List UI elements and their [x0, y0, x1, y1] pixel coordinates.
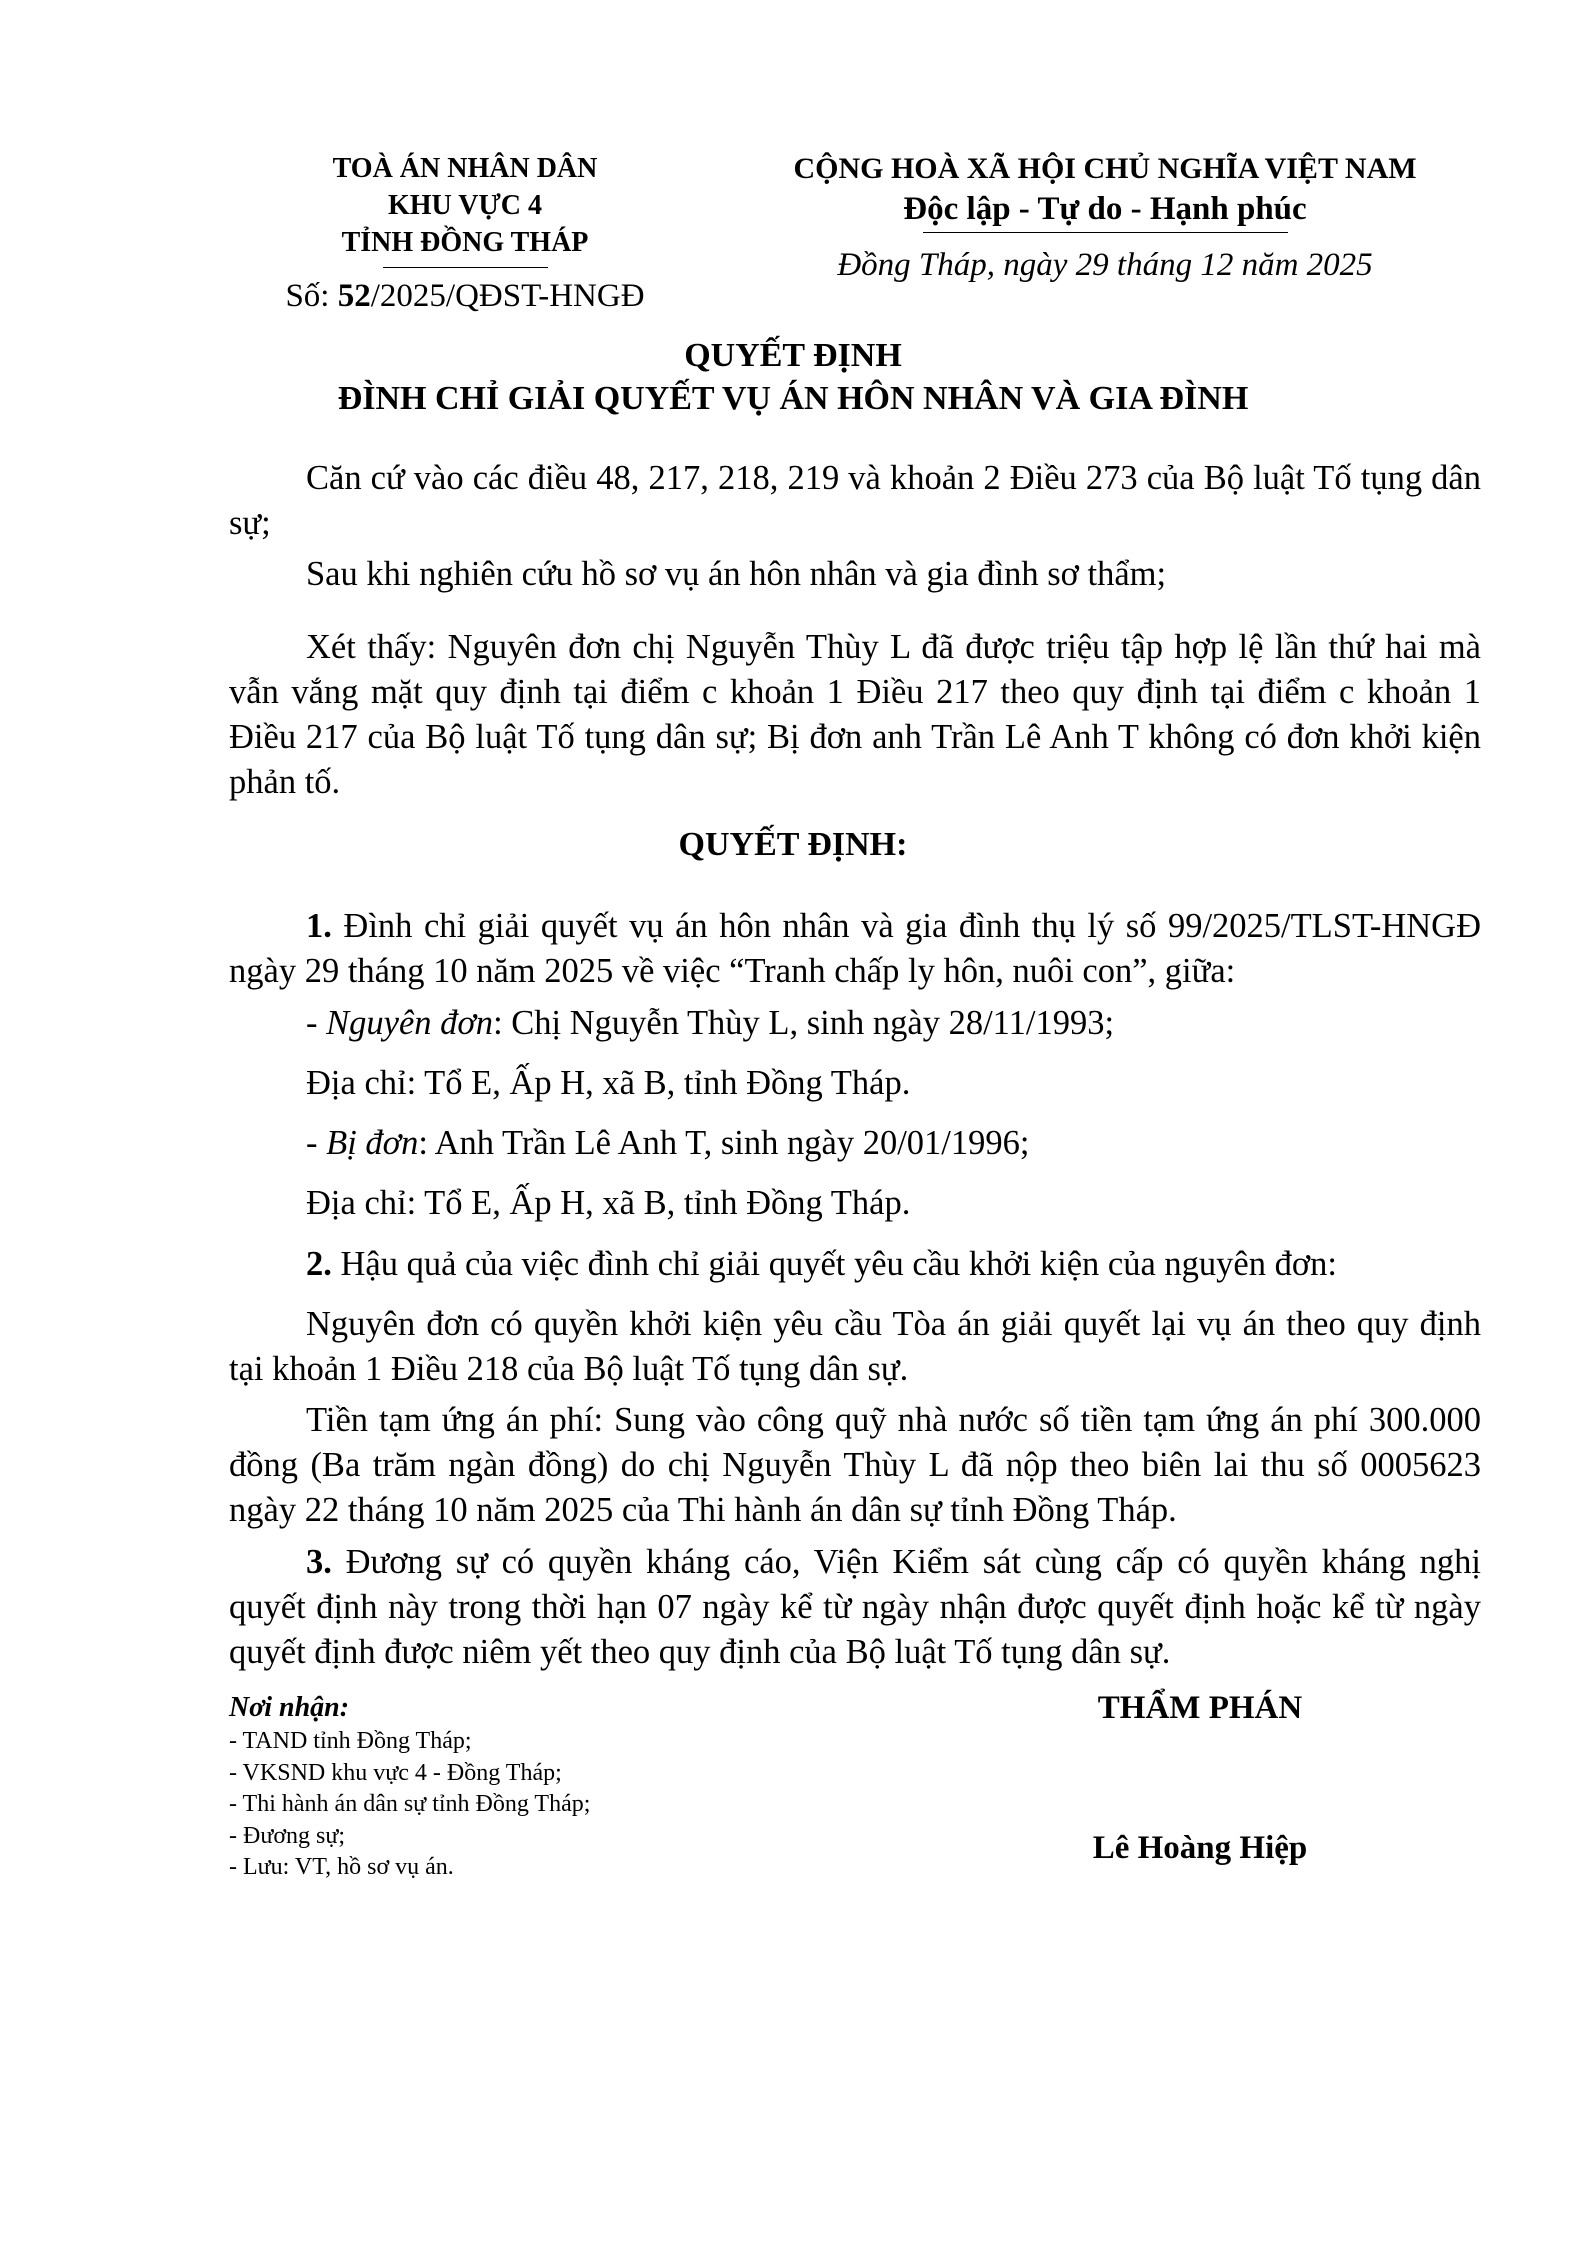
item-1-text: Đình chỉ giải quyết vụ án hôn nhân và gia đình thụ lý số 99/2025/TLST-HNGĐ ngày 29 tháng 10 năm 2025 về việc “Tranh chấp ly hôn, nuôi con”, giữa:	[229, 907, 1481, 990]
recipient-item: - Đương sự;	[229, 1822, 346, 1849]
nation-name: CỘNG HOÀ XÃ HỘI CHỦ NGHĨA VIỆT NAM	[793, 152, 1417, 185]
decision-heading: QUYẾT ĐỊNH:	[678, 826, 908, 863]
judge-title: THẨM PHÁN	[1097, 1690, 1303, 1726]
decision-number-value: 52	[337, 278, 371, 314]
plaintiff-text: : Chị Nguyễn Thùy L, sinh ngày 28/11/1993;	[493, 1004, 1115, 1042]
item-3-text: Đương sự có quyền kháng cáo, Viện Kiểm sát cùng cấp có quyền kháng nghị quyết định này trong thời hạn 07 ngày kể từ ngày nhận được quyết định hoặc kể từ ngày quyết định được niêm yết theo quy định của Bộ luật Tố tụng dân sự.	[229, 1543, 1481, 1671]
recipient-item: - Thi hành án dân sự tỉnh Đồng Tháp;	[229, 1791, 591, 1817]
plaintiff-info: - Nguyên đơn: Chị Nguyễn Thùy L, sinh ngày 28/11/1993;	[306, 1004, 1115, 1042]
title-sub: ĐÌNH CHỈ GIẢI QUYẾT VỤ ÁN HÔN NHÂN VÀ GIA ĐÌNH	[337, 380, 1249, 417]
signature-role	[1000, 1690, 1400, 1727]
title-main: QUYẾT ĐỊNH	[684, 337, 902, 374]
judge-name: Lê Hoàng Hiệp	[1092, 1830, 1308, 1866]
defendant-text: : Anh Trần Lê Anh T, sinh ngày 20/01/1996;	[418, 1124, 1030, 1162]
court-area: KHU VỰC 4	[388, 190, 542, 221]
place-date: Đồng Tháp, ngày 29 tháng 12 năm 2025	[837, 247, 1373, 283]
document-body	[229, 0, 1481, 2244]
recipients-label: Nơi nhận:	[229, 1692, 350, 1723]
preamble-legal-basis: Căn cứ vào các điều 48, 217, 218, 219 và khoản 2 Điều 273 của Bộ luật Tố tụng dân sự;	[229, 459, 1481, 542]
preamble-review: Sau khi nghiên cứu hồ sơ vụ án hôn nhân và gia đình sơ thẩm;	[306, 555, 1167, 593]
plaintiff-address: Địa chỉ: Tổ E, Ấp H, xã B, tỉnh Đồng Tháp.	[306, 1064, 911, 1102]
decision-item-1	[229, 904, 1481, 994]
decision-item-2	[229, 1242, 1481, 1287]
recipient-item: - VKSND khu vực 4 - Đồng Tháp;	[229, 1759, 562, 1786]
defendant-info: - Bị đơn: Anh Trần Lê Anh T, sinh ngày 20/01/1996;	[306, 1124, 1030, 1162]
plaintiff-label: Nguyên đơn	[326, 1004, 494, 1042]
decision-number-prefix: Số:	[285, 278, 338, 314]
recipient-item: - Lưu: VT, hồ sơ vụ án.	[229, 1854, 454, 1880]
preamble-findings: Xét thấy: Nguyên đơn chị Nguyễn Thùy L đã được triệu tập hợp lệ lần thứ hai mà vẫn vắng mặt quy định tại điểm c khoản 1 Điều 217 theo quy định tại điểm c khoản 1 Điều 217 của Bộ luật Tố tụng dân sự; Bị đơn anh Trần Lê Anh T không có đơn khởi kiện phản tố.	[229, 628, 1481, 801]
defendant-address: Địa chỉ: Tổ E, Ấp H, xã B, tỉnh Đồng Tháp.	[306, 1184, 911, 1222]
item-1-number: 1.	[306, 907, 332, 945]
item-2-number: 2.	[306, 1245, 332, 1283]
national-motto: Độc lập - Tự do - Hạnh phúc	[903, 191, 1307, 227]
item-2-rights: Nguyên đơn có quyền khởi kiện yêu cầu Tòa án giải quyết lại vụ án theo quy định tại khoản 1 Điều 218 của Bộ luật Tố tụng dân sự.	[229, 1305, 1481, 1388]
item-2-court-fee: Tiền tạm ứng án phí: Sung vào công quỹ nhà nước số tiền tạm ứng án phí 300.000 đồng (Ba trăm ngàn đồng) do chị Nguyễn Thùy L đã nộp theo biên lai thu số 0005623 ngày 22 tháng 10 năm 2025 của Thi hành án dân sự tỉnh Đồng Tháp.	[229, 1401, 1481, 1529]
decision-number-suffix: /2025/QĐST-HNGĐ	[370, 278, 645, 314]
recipients-block	[229, 1690, 590, 1884]
defendant-label: Bị đơn	[326, 1124, 419, 1162]
decision-item-3	[229, 1540, 1481, 1675]
item-2-text: Hậu quả của việc đình chỉ giải quyết yêu cầu khởi kiện của nguyên đơn:	[331, 1245, 1337, 1283]
item-3-number: 3.	[306, 1543, 332, 1581]
court-province: TỈNH ĐỒNG THÁP	[341, 227, 589, 258]
signature-name-block	[1000, 1830, 1400, 1867]
court-name: TOÀ ÁN NHÂN DÂN	[332, 153, 598, 184]
recipient-item: - TAND tỉnh Đồng Tháp;	[229, 1728, 472, 1754]
